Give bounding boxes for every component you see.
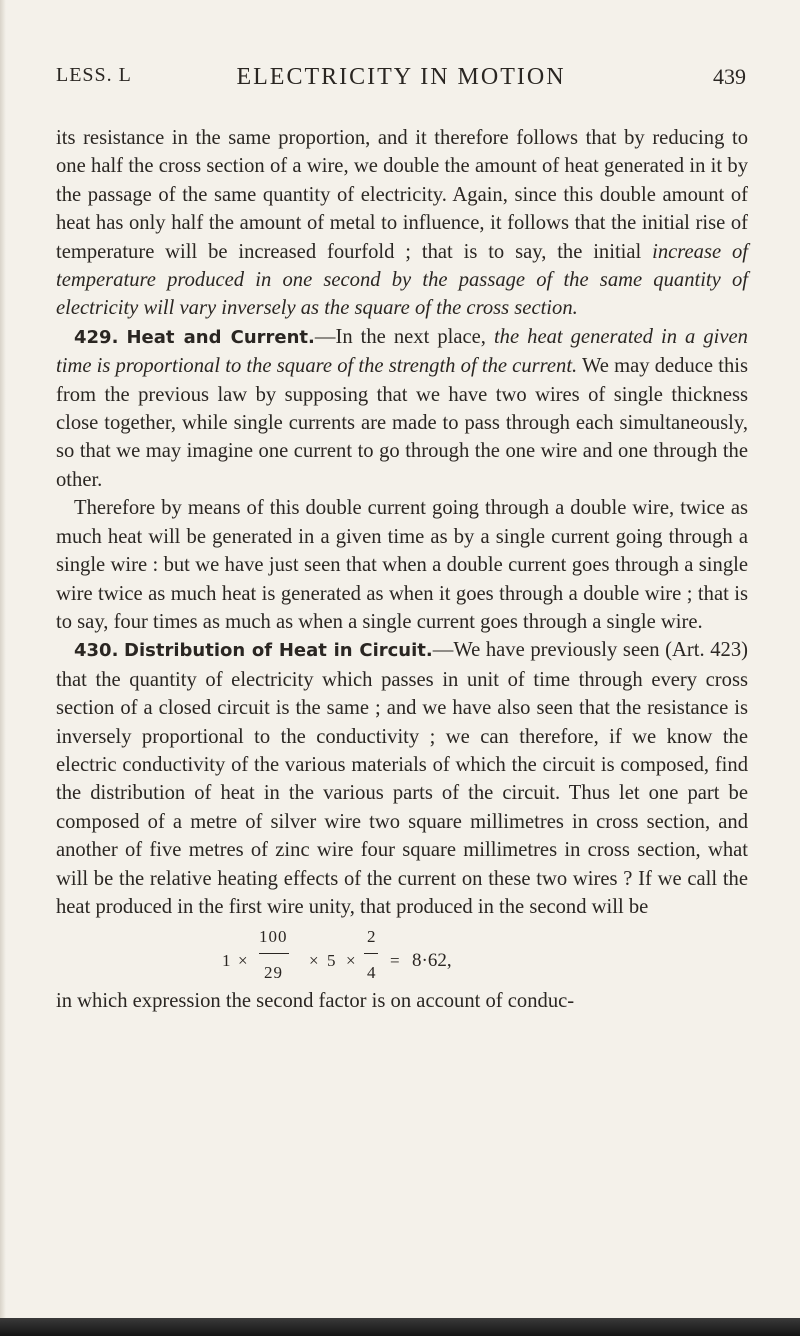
formula-operator: × xyxy=(346,951,356,971)
page-number: 439 xyxy=(713,64,746,89)
section-430 xyxy=(56,636,748,921)
section-text: —We have previously seen (Art. 423) that the quantity of electricity which passes in unit of time through every cross section of a closed circuit is the same ; and we have also seen that the resistance is inversely proportional to the conductivity ; we can therefore, if we know the electric conductivity of the various materials of which the circuit is composed, find the distribution of heat in the various parts of the circuit. Thus let one part be composed of a metre of silver wire two square millimetres in cross section, and another of five metres of zinc wire four square millimetres in cross section, what will be the relative heating effects of the current on these two wires ? If we call the heat produced in the first wire unity, that produced in the second will be xyxy=(56,639,748,918)
heating-formula xyxy=(56,923,748,987)
paragraph-conclusion: in which expression the second factor is on account of conduc- xyxy=(56,990,575,1013)
formula-equals: = xyxy=(390,951,400,971)
running-header xyxy=(56,64,746,94)
fraction-denominator: 4 xyxy=(367,963,376,983)
paragraph-resistance xyxy=(56,124,748,323)
italic-statement: the heat generated in a given time is proportional to the square of the strength of the current. xyxy=(56,325,748,378)
italic-statement: increase of temperature produced in one second by the passage of the same quantity of electricity will vary inversely as the square of the cross section. xyxy=(56,240,748,320)
scan-edge-bar xyxy=(0,1318,800,1336)
section-number: 430. xyxy=(74,640,119,662)
section-number: 429. xyxy=(74,326,119,348)
fraction-bar xyxy=(259,953,289,954)
formula-result: 8·62, xyxy=(412,950,452,972)
paragraph-text: its resistance in the same proportion, and it therefore follows that by reducing to one half the cross section of a wire, we double the amount of heat generated in it by the passage of the same quantity of electricity. Again, since this double amount of heat has only half the amount of metal to influence, it follows that the initial rise of temperature will be increased fourfold ; that is to say, the initial xyxy=(56,127,748,263)
section-text: We may deduce this from the previous law by supposing that we have two wires of single thickness close together, while single currents are made to pass through each simultaneously, so that we may imagine one current to go through the one wire and one through the other. xyxy=(56,355,748,491)
section-text: —In the next place, xyxy=(314,325,494,348)
fraction-denominator: 29 xyxy=(264,963,283,983)
formula-operator: × xyxy=(309,951,319,971)
fraction-numerator: 2 xyxy=(367,927,376,947)
section-429 xyxy=(56,323,748,494)
section-title: Distribution of Heat in Circuit. xyxy=(124,640,433,662)
section-title: Heat and Current. xyxy=(126,326,315,348)
fraction-numerator: 100 xyxy=(259,927,288,947)
running-title: ELECTRICITY IN MOTION xyxy=(236,64,566,90)
formula-operator: × xyxy=(238,951,248,971)
paragraph-double-current: Therefore by means of this double current going through a double wire, twice as much heat will be generated in a given time as by a single current going through a single wire : but we have just seen that when a double current goes through a single wire twice as much heat is generated as when it goes through a double wire ; that is to say, four times as much as when a single current goes through a single wire. xyxy=(56,497,748,633)
fraction-bar xyxy=(364,953,378,954)
formula-term: 1 xyxy=(222,951,231,971)
lesson-label: LESS. L xyxy=(56,64,132,86)
formula-term: 5 xyxy=(327,951,336,971)
page-gutter-shadow xyxy=(0,0,6,1336)
body-text xyxy=(56,124,748,1016)
